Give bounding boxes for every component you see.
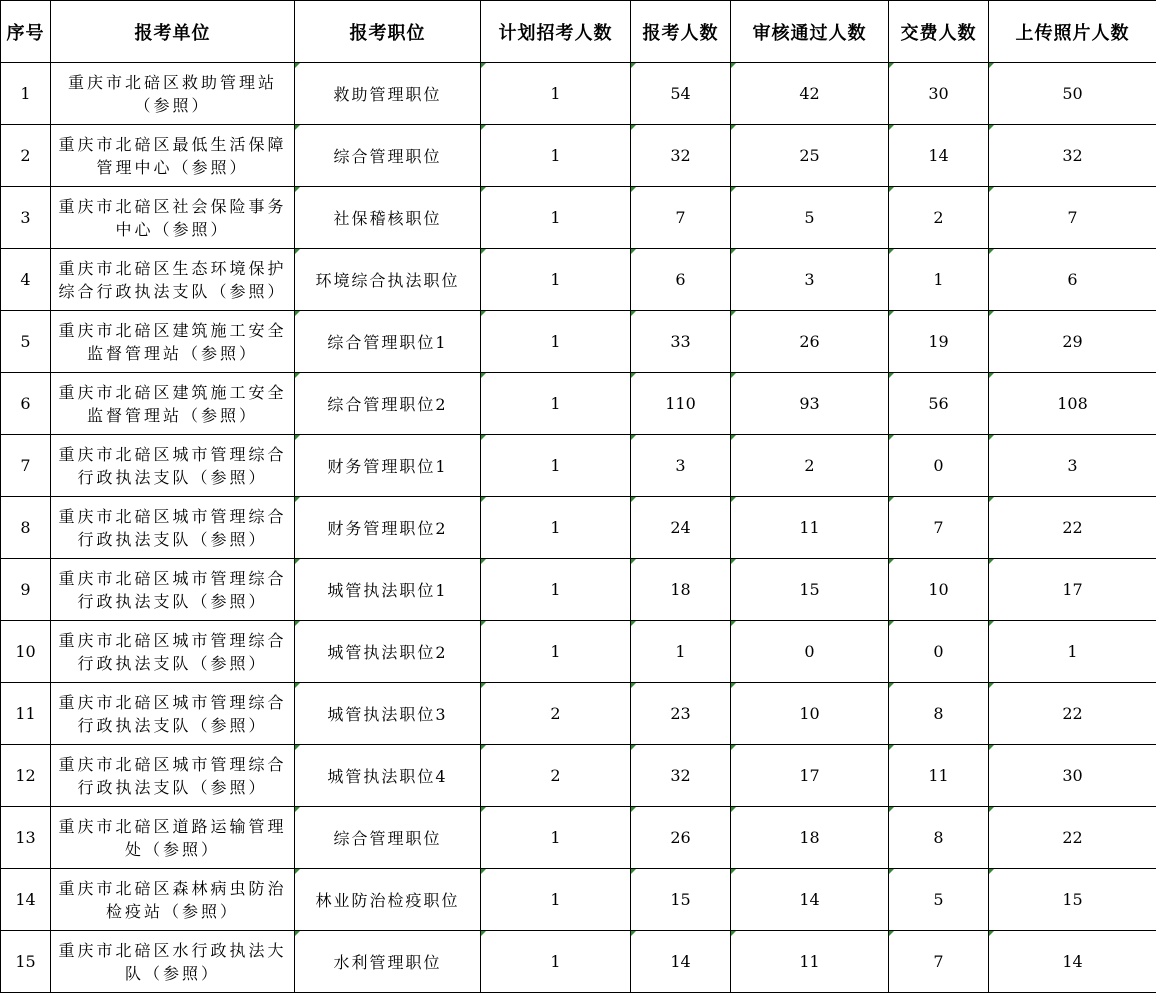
cell-passed: 18 <box>731 807 889 869</box>
cell-unit <box>51 621 295 683</box>
cell-passed: 11 <box>731 931 889 993</box>
cell-plan: 1 <box>481 187 631 249</box>
cell-photo: 32 <box>989 125 1156 187</box>
cell-plan: 1 <box>481 931 631 993</box>
cell-no: 6 <box>1 373 51 435</box>
unit-text: 重庆市北碚区救助管理站（参照） <box>67 72 277 115</box>
header-photo: 上传照片人数 <box>989 1 1156 63</box>
cell-plan: 1 <box>481 125 631 187</box>
cell-no: 5 <box>1 311 51 373</box>
cell-no: 15 <box>1 931 51 993</box>
unit-text: 重庆市北碚区城市管理综合行政执法支队（参照） <box>58 568 287 611</box>
cell-paid: 0 <box>889 621 989 683</box>
cell-plan: 2 <box>481 683 631 745</box>
cell-passed: 42 <box>731 63 889 125</box>
cell-paid: 1 <box>889 249 989 311</box>
header-unit: 报考单位 <box>51 1 295 63</box>
cell-paid: 8 <box>889 807 989 869</box>
cell-photo: 3 <box>989 435 1156 497</box>
cell-photo: 22 <box>989 497 1156 559</box>
table-row <box>1 125 1156 187</box>
cell-unit <box>51 559 295 621</box>
table-row <box>1 621 1156 683</box>
cell-paid: 56 <box>889 373 989 435</box>
cell-photo: 17 <box>989 559 1156 621</box>
cell-plan: 1 <box>481 869 631 931</box>
header-no: 序号 <box>1 1 51 63</box>
table-row <box>1 187 1156 249</box>
cell-passed: 26 <box>731 311 889 373</box>
cell-applied: 54 <box>631 63 731 125</box>
cell-passed: 14 <box>731 869 889 931</box>
table-row <box>1 869 1156 931</box>
cell-plan: 1 <box>481 373 631 435</box>
table-row <box>1 63 1156 125</box>
table-row <box>1 497 1156 559</box>
cell-paid: 5 <box>889 869 989 931</box>
unit-text: 重庆市北碚区建筑施工安全监督管理站（参照） <box>58 382 287 425</box>
cell-passed: 25 <box>731 125 889 187</box>
table-row <box>1 311 1156 373</box>
cell-unit <box>51 931 295 993</box>
unit-text: 重庆市北碚区道路运输管理处（参照） <box>58 816 287 859</box>
cell-unit <box>51 373 295 435</box>
cell-applied: 3 <box>631 435 731 497</box>
unit-text: 重庆市北碚区城市管理综合行政执法支队（参照） <box>58 444 287 487</box>
cell-passed: 11 <box>731 497 889 559</box>
cell-paid: 7 <box>889 931 989 993</box>
cell-plan: 1 <box>481 249 631 311</box>
cell-no: 9 <box>1 559 51 621</box>
header-post: 报考职位 <box>295 1 481 63</box>
cell-applied: 14 <box>631 931 731 993</box>
cell-passed: 10 <box>731 683 889 745</box>
cell-unit <box>51 249 295 311</box>
cell-passed: 93 <box>731 373 889 435</box>
cell-plan: 2 <box>481 745 631 807</box>
table-row <box>1 745 1156 807</box>
cell-unit <box>51 869 295 931</box>
cell-photo: 22 <box>989 807 1156 869</box>
cell-plan: 1 <box>481 435 631 497</box>
table-row <box>1 683 1156 745</box>
cell-post: 财务管理职位1 <box>295 435 481 497</box>
cell-unit <box>51 435 295 497</box>
cell-unit <box>51 187 295 249</box>
header-passed: 审核通过人数 <box>731 1 889 63</box>
cell-no: 2 <box>1 125 51 187</box>
cell-photo: 6 <box>989 249 1156 311</box>
cell-unit <box>51 745 295 807</box>
cell-unit <box>51 311 295 373</box>
cell-paid: 2 <box>889 187 989 249</box>
unit-text: 重庆市北碚区城市管理综合行政执法支队（参照） <box>58 754 287 797</box>
cell-paid: 30 <box>889 63 989 125</box>
cell-unit <box>51 497 295 559</box>
cell-post: 城管执法职位1 <box>295 559 481 621</box>
cell-passed: 17 <box>731 745 889 807</box>
cell-unit <box>51 807 295 869</box>
cell-photo: 15 <box>989 869 1156 931</box>
cell-post: 环境综合执法职位 <box>295 249 481 311</box>
cell-photo: 22 <box>989 683 1156 745</box>
cell-plan: 1 <box>481 621 631 683</box>
cell-no: 8 <box>1 497 51 559</box>
cell-applied: 110 <box>631 373 731 435</box>
unit-text: 重庆市北碚区森林病虫防治检疫站（参照） <box>58 878 287 921</box>
cell-post: 财务管理职位2 <box>295 497 481 559</box>
cell-applied: 15 <box>631 869 731 931</box>
unit-text: 重庆市北碚区城市管理综合行政执法支队（参照） <box>58 506 287 549</box>
header-applied: 报考人数 <box>631 1 731 63</box>
cell-applied: 32 <box>631 745 731 807</box>
cell-applied: 32 <box>631 125 731 187</box>
cell-photo: 50 <box>989 63 1156 125</box>
cell-post: 综合管理职位 <box>295 125 481 187</box>
cell-unit <box>51 125 295 187</box>
cell-post: 综合管理职位1 <box>295 311 481 373</box>
cell-photo: 7 <box>989 187 1156 249</box>
cell-passed: 5 <box>731 187 889 249</box>
cell-no: 13 <box>1 807 51 869</box>
cell-photo: 108 <box>989 373 1156 435</box>
unit-text: 重庆市北碚区建筑施工安全监督管理站（参照） <box>58 320 287 363</box>
cell-paid: 11 <box>889 745 989 807</box>
cell-plan: 1 <box>481 807 631 869</box>
cell-applied: 33 <box>631 311 731 373</box>
header-plan: 计划招考人数 <box>481 1 631 63</box>
cell-photo: 14 <box>989 931 1156 993</box>
cell-paid: 8 <box>889 683 989 745</box>
cell-no: 4 <box>1 249 51 311</box>
cell-applied: 26 <box>631 807 731 869</box>
cell-applied: 6 <box>631 249 731 311</box>
unit-text: 重庆市北碚区最低生活保障管理中心（参照） <box>58 134 287 177</box>
cell-applied: 23 <box>631 683 731 745</box>
cell-plan: 1 <box>481 311 631 373</box>
cell-post: 城管执法职位4 <box>295 745 481 807</box>
table-row <box>1 435 1156 497</box>
cell-passed: 15 <box>731 559 889 621</box>
table-row <box>1 931 1156 993</box>
unit-text: 重庆市北碚区生态环境保护综合行政执法支队（参照） <box>58 258 287 301</box>
cell-post: 综合管理职位2 <box>295 373 481 435</box>
unit-text: 重庆市北碚区水行政执法大队（参照） <box>58 940 287 983</box>
cell-post: 水利管理职位 <box>295 931 481 993</box>
cell-no: 11 <box>1 683 51 745</box>
cell-photo: 30 <box>989 745 1156 807</box>
cell-no: 12 <box>1 745 51 807</box>
table-row <box>1 807 1156 869</box>
cell-no: 7 <box>1 435 51 497</box>
table-row <box>1 559 1156 621</box>
cell-unit <box>51 63 295 125</box>
cell-post: 救助管理职位 <box>295 63 481 125</box>
cell-applied: 18 <box>631 559 731 621</box>
cell-photo: 29 <box>989 311 1156 373</box>
cell-paid: 19 <box>889 311 989 373</box>
header-row <box>1 1 1156 63</box>
cell-paid: 0 <box>889 435 989 497</box>
cell-applied: 24 <box>631 497 731 559</box>
cell-plan: 1 <box>481 497 631 559</box>
header-paid: 交费人数 <box>889 1 989 63</box>
cell-paid: 7 <box>889 497 989 559</box>
unit-text: 重庆市北碚区城市管理综合行政执法支队（参照） <box>58 630 287 673</box>
table-row <box>1 249 1156 311</box>
cell-post: 林业防治检疫职位 <box>295 869 481 931</box>
cell-no: 10 <box>1 621 51 683</box>
cell-plan: 1 <box>481 63 631 125</box>
cell-post: 城管执法职位2 <box>295 621 481 683</box>
cell-applied: 1 <box>631 621 731 683</box>
cell-passed: 3 <box>731 249 889 311</box>
cell-no: 3 <box>1 187 51 249</box>
cell-passed: 0 <box>731 621 889 683</box>
cell-paid: 10 <box>889 559 989 621</box>
cell-unit <box>51 683 295 745</box>
cell-passed: 2 <box>731 435 889 497</box>
cell-applied: 7 <box>631 187 731 249</box>
cell-no: 14 <box>1 869 51 931</box>
cell-photo: 1 <box>989 621 1156 683</box>
cell-no: 1 <box>1 63 51 125</box>
cell-paid: 14 <box>889 125 989 187</box>
cell-post: 综合管理职位 <box>295 807 481 869</box>
cell-plan: 1 <box>481 559 631 621</box>
unit-text: 重庆市北碚区城市管理综合行政执法支队（参照） <box>58 692 287 735</box>
table-row <box>1 373 1156 435</box>
cell-post: 城管执法职位3 <box>295 683 481 745</box>
cell-post: 社保稽核职位 <box>295 187 481 249</box>
unit-text: 重庆市北碚区社会保险事务中心（参照） <box>58 196 287 239</box>
